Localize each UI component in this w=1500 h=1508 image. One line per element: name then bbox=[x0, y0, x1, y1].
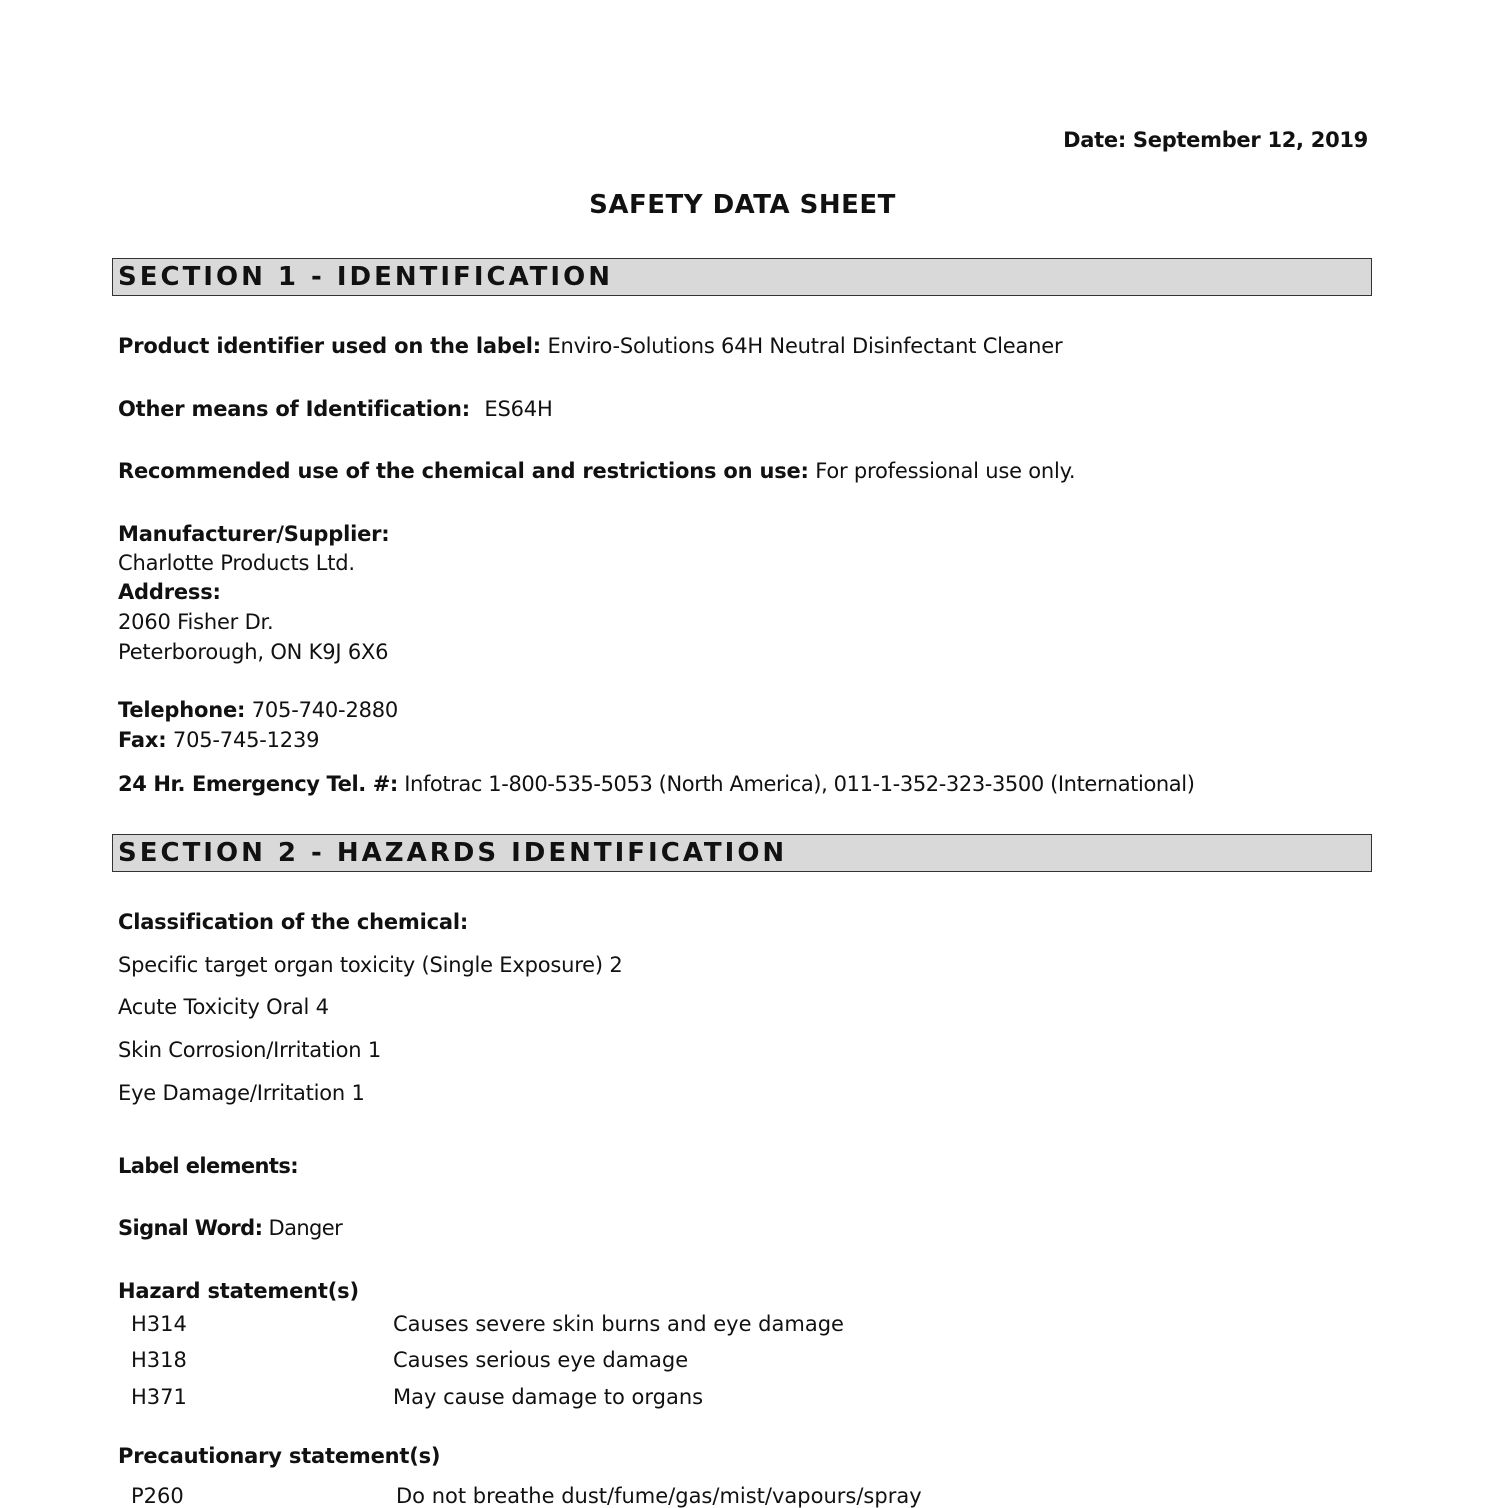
section-2-heading: SECTION 2 - HAZARDS IDENTIFICATION bbox=[118, 838, 788, 868]
label-elements: Label elements: bbox=[118, 1154, 299, 1178]
product-identifier bbox=[118, 334, 1062, 358]
recommended-use-label: Recommended use of the chemical and restrictions on use: bbox=[118, 459, 809, 483]
address-label: Address: bbox=[118, 580, 221, 604]
telephone-value: 705-740-2880 bbox=[251, 698, 399, 722]
classification-item: Specific target organ toxicity (Single Exposure) 2 bbox=[118, 953, 623, 977]
product-identifier-label: Product identifier used on the label: bbox=[118, 334, 541, 358]
manufacturer-value: Charlotte Products Ltd. bbox=[118, 551, 355, 575]
precautionary-code: P260 bbox=[131, 1484, 184, 1508]
hazard-text: May cause damage to organs bbox=[393, 1385, 704, 1409]
fax bbox=[118, 728, 319, 752]
address-line-2: Peterborough, ON K9J 6X6 bbox=[118, 640, 389, 664]
product-identifier-value: Enviro-Solutions 64H Neutral Disinfectant Cleaner bbox=[547, 334, 1063, 358]
recommended-use bbox=[118, 459, 1075, 483]
section-1-header bbox=[112, 258, 1372, 296]
emergency-telephone bbox=[118, 772, 1195, 796]
classification-item: Acute Toxicity Oral 4 bbox=[118, 995, 329, 1019]
section-2-header bbox=[112, 834, 1372, 872]
signal-word-label: Signal Word: bbox=[118, 1216, 263, 1240]
fax-value: 705-745-1239 bbox=[172, 728, 320, 752]
hazard-text: Causes serious eye damage bbox=[393, 1348, 689, 1372]
telephone bbox=[118, 698, 398, 722]
classification-label: Classification of the chemical: bbox=[118, 910, 469, 934]
signal-word bbox=[118, 1216, 342, 1240]
section-1-heading: SECTION 1 - IDENTIFICATION bbox=[118, 262, 613, 292]
classification-item: Skin Corrosion/Irritation 1 bbox=[118, 1038, 382, 1062]
signal-word-value: Danger bbox=[268, 1216, 343, 1240]
other-means-value: ES64H bbox=[484, 397, 553, 421]
recommended-use-value: For professional use only. bbox=[815, 459, 1076, 483]
document-date: Date: September 12, 2019 bbox=[1063, 128, 1368, 152]
classification-item: Eye Damage/Irritation 1 bbox=[118, 1081, 365, 1105]
fax-label: Fax: bbox=[118, 728, 167, 752]
precautionary-statements-label: Precautionary statement(s) bbox=[118, 1444, 441, 1468]
hazard-statements-label: Hazard statement(s) bbox=[118, 1279, 359, 1303]
address-line-1: 2060 Fisher Dr. bbox=[118, 610, 274, 634]
hazard-code: H314 bbox=[131, 1312, 187, 1336]
telephone-label: Telephone: bbox=[118, 698, 246, 722]
hazard-code: H371 bbox=[131, 1385, 187, 1409]
emergency-value: Infotrac 1-800-535-5053 (North America), 011-1-352-323-3500 (International) bbox=[404, 772, 1195, 796]
hazard-text: Causes severe skin burns and eye damage bbox=[393, 1312, 844, 1336]
hazard-code: H318 bbox=[131, 1348, 187, 1372]
emergency-label: 24 Hr. Emergency Tel. #: bbox=[118, 772, 398, 796]
document-title: SAFETY DATA SHEET bbox=[589, 190, 896, 220]
precautionary-text: Do not breathe dust/fume/gas/mist/vapours/spray bbox=[396, 1484, 922, 1508]
other-means-label: Other means of Identification: bbox=[118, 397, 470, 421]
manufacturer-label: Manufacturer/Supplier: bbox=[118, 522, 390, 546]
other-means-identification bbox=[118, 397, 553, 421]
